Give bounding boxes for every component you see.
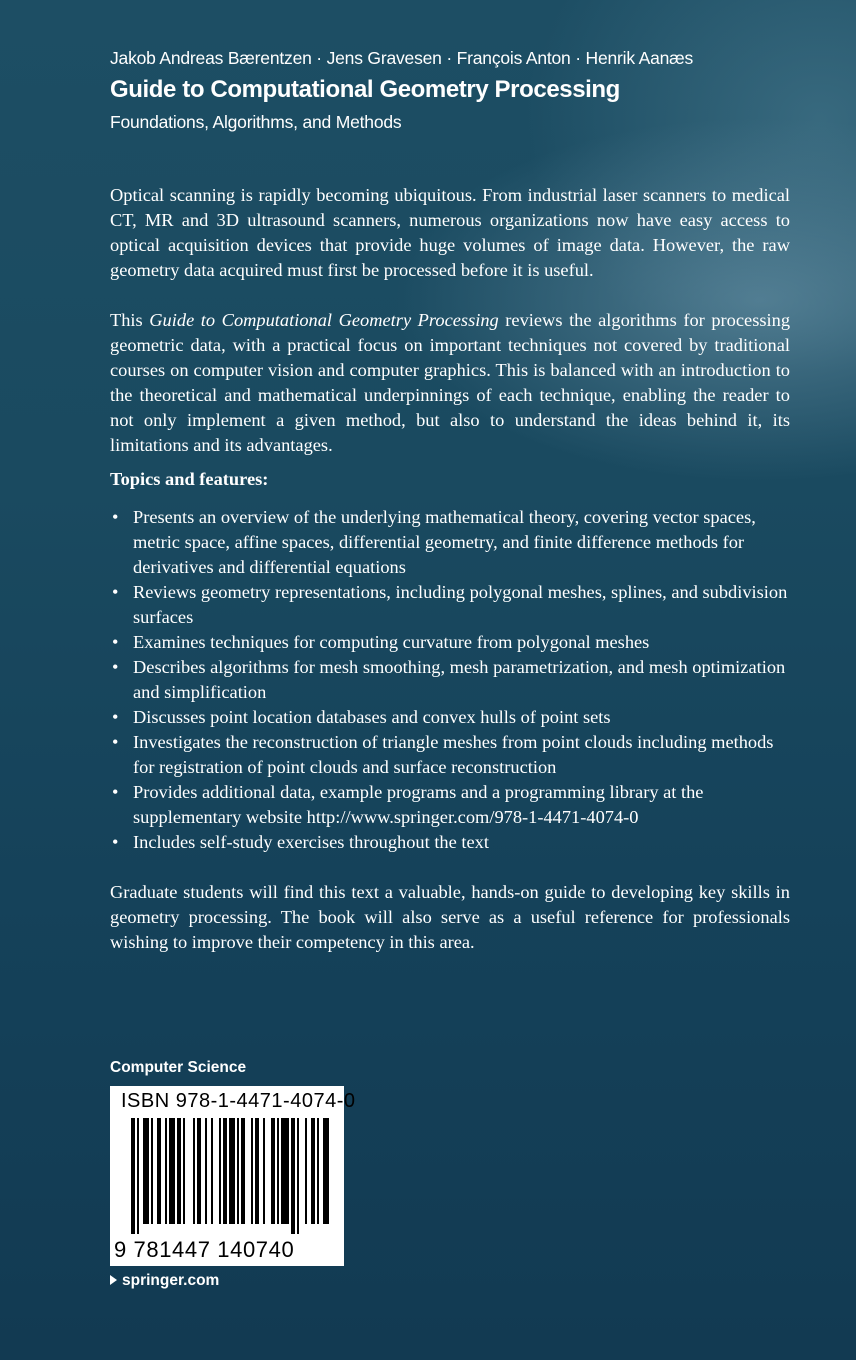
barcode-bar [131,1118,135,1234]
feature-item: • Presents an overview of the underlying mathematical theory, covering vector spaces, metric space, affine spaces, differential geometry, and finite difference methods for derivatives and differential equations [110,505,790,580]
book-subtitle: Foundations, Algorithms, and Methods [110,112,402,132]
barcode-bar [143,1118,149,1224]
barcode-bar [241,1118,245,1224]
barcode-bar [219,1118,221,1224]
intro-paragraph: Optical scanning is rapidly becoming ubiquitous. From industrial laser scanners to medical CT, MR and 3D ultrasound scanners, numerous organizations now have easy access to optical acquisition devices that provide huge volumes of image data. However, the raw geometry data acquired must first be processed before it is useful. [110,185,790,280]
isbn-barcode [110,1086,356,1266]
barcode-bar [169,1118,175,1224]
barcode-bar [263,1118,265,1224]
barcode-bar [311,1118,315,1224]
barcode-bar [165,1118,167,1224]
description-paragraph [110,308,790,458]
barcode-bar [317,1118,319,1224]
topics-heading: Topics and features: [110,469,269,489]
isbn-label: ISBN 978-1-4471-4074-0 [121,1090,356,1112]
feature-item: • Describes algorithms for mesh smoothing, mesh parametrization, and mesh optimization and simplification [110,655,790,705]
barcode-bar [229,1118,235,1224]
feature-item: • Reviews geometry representations, including polygonal meshes, splines, and subdivision surfaces [110,580,790,630]
feature-item: • Examines techniques for computing curvature from polygonal meshes [110,630,790,655]
barcode-bar [297,1118,299,1234]
description-rest: reviews the algorithms for processing geometric data, with a practical focus on important techniques not covered by traditional courses on computer vision and computer graphics. This is balanced with an introduction to the theoretical and mathematical underpinnings of each technique, enabling the reader to not only implement a given method, but also to understand the ideas behind it, its limitations and its advantages. [110,310,791,455]
feature-item: • Includes self-study exercises throughout the text [110,830,790,855]
barcode-bars [131,1118,331,1234]
barcode-bar [223,1118,227,1224]
closing-paragraph: Graduate students will find this text a valuable, hands-on guide to developing key skills in geometry processing. The book will also serve as a useful reference for professionals wishing to improve their competency in this area. [110,882,790,952]
feature-item: • Provides additional data, example programs and a programming library at the supplementary website http://www.springer.com/978-1-4471-4074-0 [110,780,790,830]
barcode-bar [137,1118,139,1234]
feature-item: • Investigates the reconstruction of triangle meshes from point clouds including methods for registration of point clouds and surface reconstruction [110,730,790,780]
description-lead: This [110,310,150,330]
feature-item: • Discusses point location databases and convex hulls of point sets [110,705,790,730]
barcode-digits: 9 781447 140740 [114,1237,295,1262]
barcode-bar [237,1118,239,1224]
barcode-bar [193,1118,195,1224]
barcode-bar [277,1118,279,1224]
subject-category: Computer Science [110,1059,247,1076]
barcode-bar [197,1118,201,1224]
description-book-title: Guide to Computational Geometry Processing [149,310,499,330]
barcode-bar [291,1118,295,1234]
authors-line: Jakob Andreas Bærentzen · Jens Gravesen · François Anton · Henrik Aanæs [110,48,694,68]
features-list [110,505,790,855]
barcode-bar [271,1118,275,1224]
barcode-bar [205,1118,207,1224]
barcode-bar [183,1118,185,1224]
barcode-bar [323,1118,329,1224]
barcode-bar [255,1118,259,1224]
barcode-bar [305,1118,307,1224]
barcode-bar [211,1118,213,1224]
website-text: springer.com [122,1272,220,1289]
barcode-bar [151,1118,153,1224]
barcode-bar [157,1118,161,1224]
publisher-website [110,1272,219,1290]
arrow-right-icon [110,1275,117,1285]
barcode-bar [177,1118,181,1224]
barcode-bar [281,1118,289,1224]
book-title: Guide to Computational Geometry Processing [110,76,620,103]
barcode-bar [251,1118,253,1224]
